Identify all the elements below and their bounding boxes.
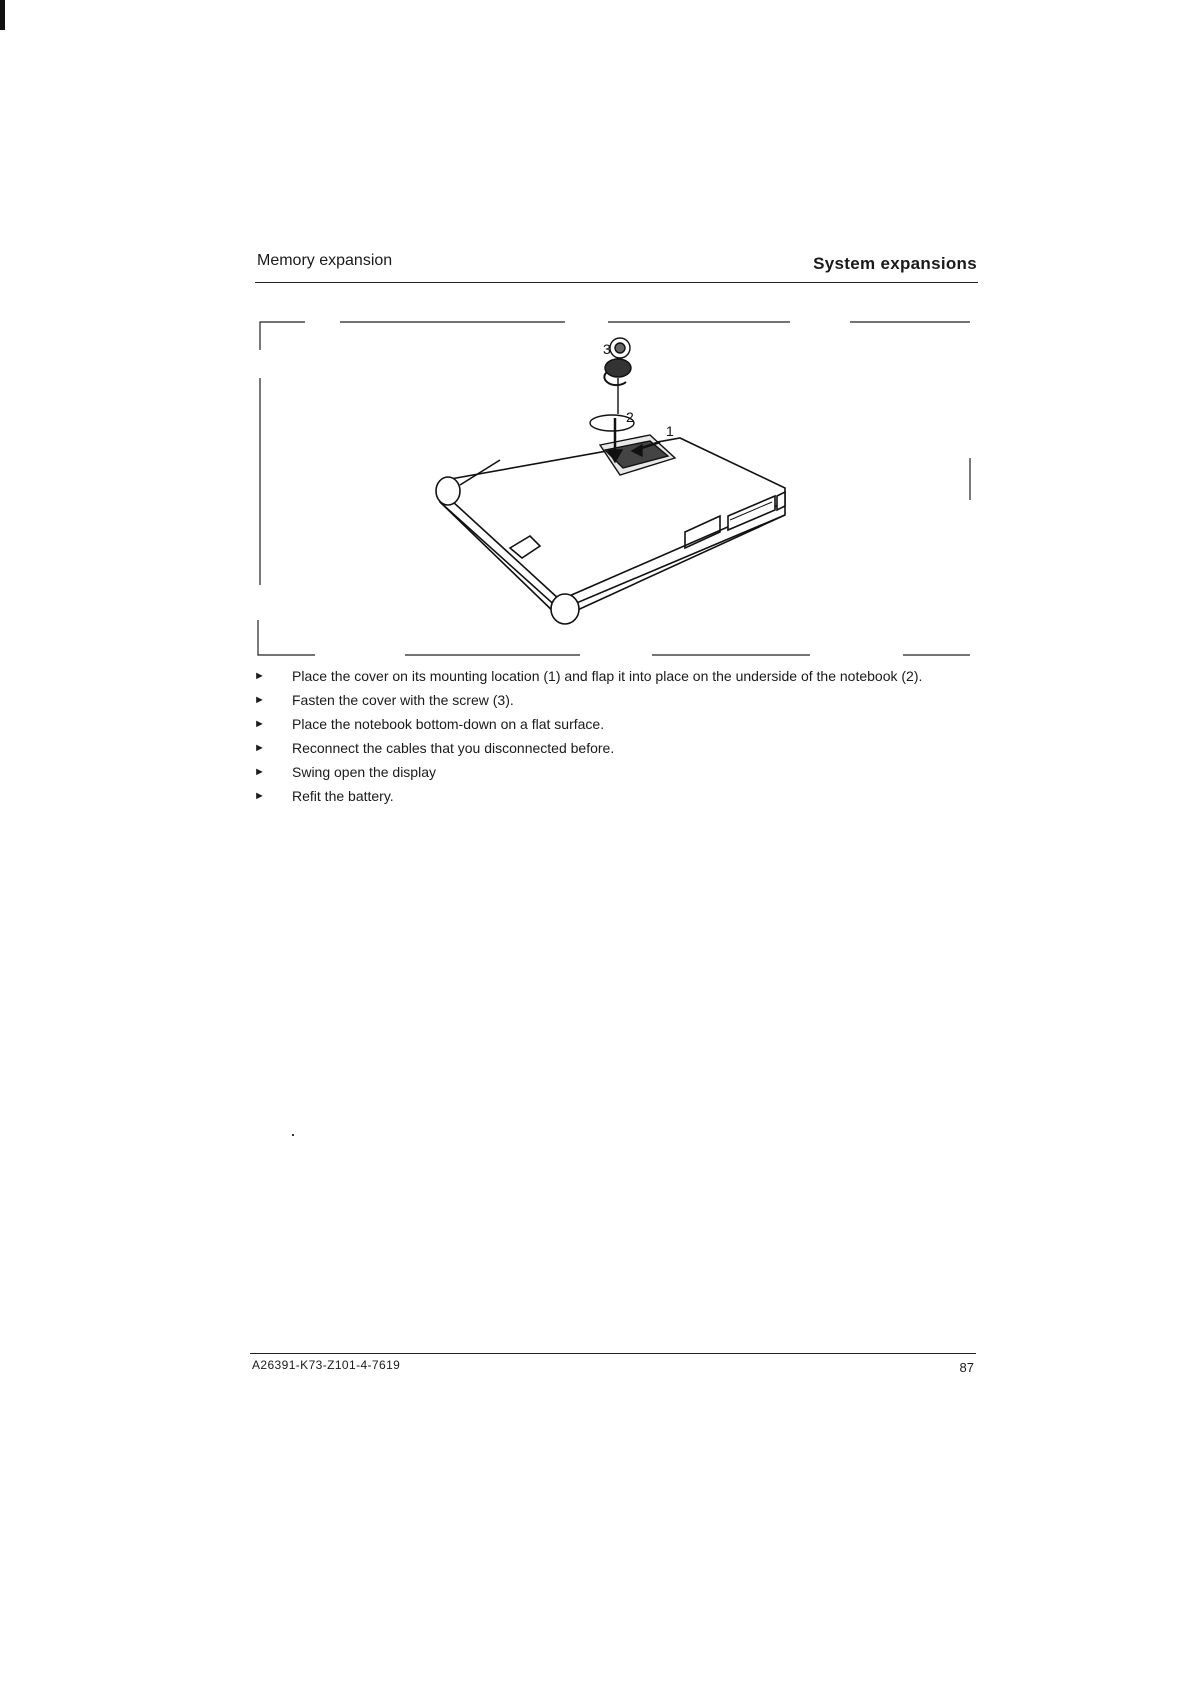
- step-marker: ►: [254, 742, 265, 754]
- step-text: Fasten the cover with the screw (3).: [292, 692, 514, 708]
- step-text: Place the notebook bottom-down on a flat surface.: [292, 716, 605, 732]
- footer-rule: [250, 1353, 976, 1354]
- step-marker: ►: [254, 790, 265, 802]
- chapter-title: System expansions: [813, 254, 977, 273]
- callout-3: 3: [603, 341, 611, 357]
- step-item: [254, 692, 974, 709]
- scan-artifact: [292, 1134, 294, 1136]
- step-item: [254, 740, 974, 757]
- step-marker: ►: [254, 766, 265, 778]
- step-item: [254, 788, 974, 805]
- step-item: [254, 716, 974, 733]
- scan-edge-mark: [0, 0, 5, 30]
- step-text: Place the cover on its mounting location (1) and flap it into place on the underside of the notebook (2).: [292, 668, 923, 684]
- callout-1: 1: [666, 423, 674, 439]
- notebook-body: [436, 438, 785, 624]
- step-marker: ►: [254, 718, 265, 730]
- notebook-cover-illustration: [240, 310, 980, 670]
- section-title: Memory expansion: [257, 252, 393, 269]
- step-text: Reconnect the cables that you disconnected before.: [292, 740, 615, 756]
- page-number: 87: [959, 1360, 974, 1375]
- step-item: [254, 668, 974, 685]
- header-rule: [255, 282, 978, 283]
- step-text: Swing open the display: [292, 764, 436, 780]
- step-marker: ►: [254, 694, 265, 706]
- document-id: A26391-K73-Z101-4-7619: [252, 1358, 401, 1372]
- step-item: [254, 764, 974, 781]
- callout-2: 2: [626, 409, 634, 425]
- step-text: Refit the battery.: [292, 788, 394, 804]
- instruction-steps: [254, 668, 974, 812]
- step-marker: ►: [254, 670, 265, 682]
